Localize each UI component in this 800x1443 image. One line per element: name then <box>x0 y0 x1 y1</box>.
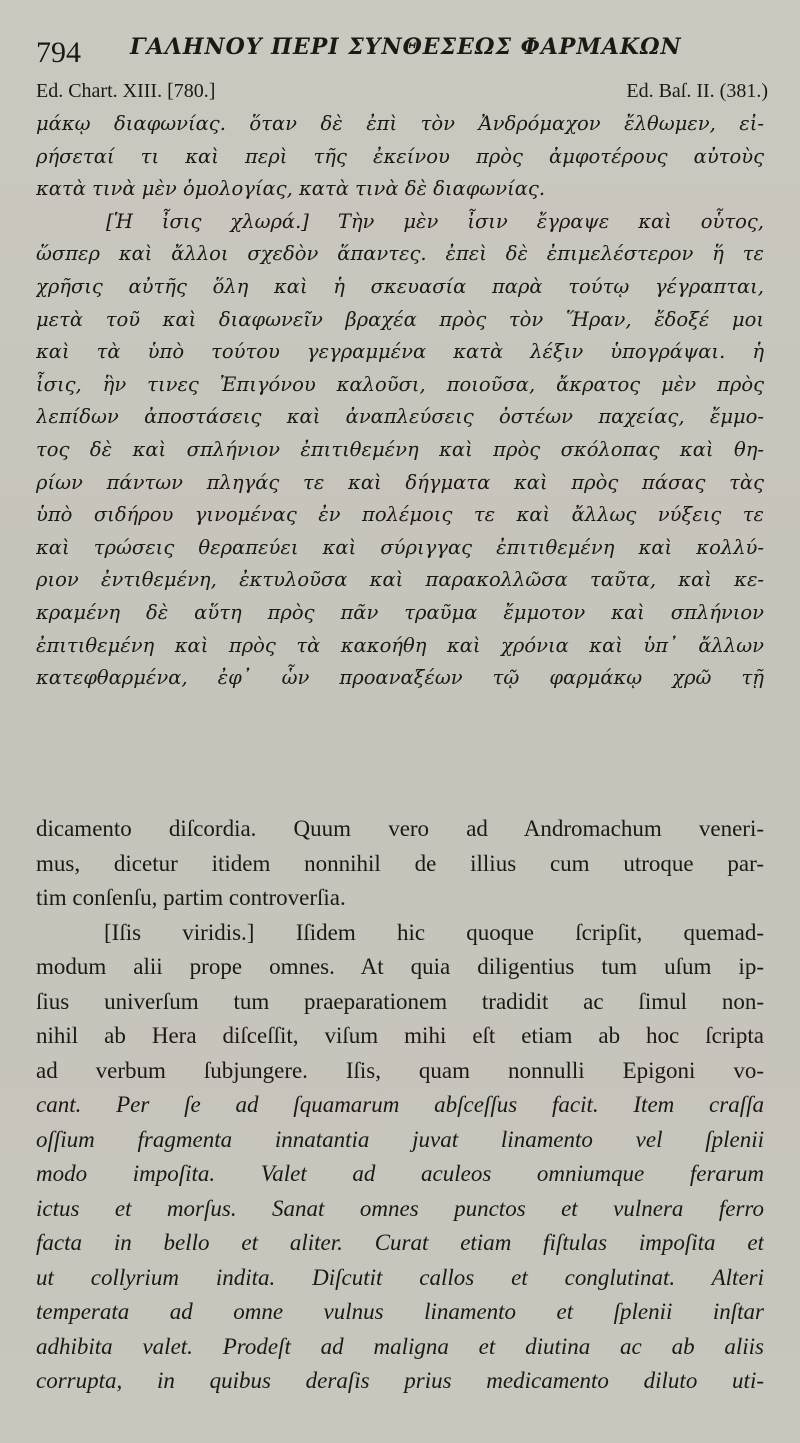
latin-line: tim conſenſu, partim controverſia. <box>36 885 346 910</box>
greek-line: κατὰ τινὰ μὲν ὁμολογίας, κατὰ τινὰ δὲ διαφωνίας. <box>36 177 546 201</box>
latin-line: ad verbum ſubjungere. Iſis, quam nonnulli Epigoni vo- <box>36 1057 764 1083</box>
greek-line: ἐπιτιθεμένη καὶ πρὸς τὰ κακοήθη καὶ χρόνια καὶ ὑπ᾽ ἄλλων <box>36 633 764 657</box>
greek-line: ρίων πάντων πληγάς τε καὶ δήγματα καὶ πρὸς πάσας τὰς <box>36 470 764 494</box>
latin-line: adhibita valet. Prodeſt ad maligna et diutina ac ab aliis <box>36 1333 764 1359</box>
latin-translation-block <box>36 812 764 1399</box>
latin-line: modum alii prope omnes. At quia diligentius tum uſum ip- <box>36 954 764 979</box>
greek-line: ὑπὸ σιδήρου γινομένας ἐν πολέμοις τε καὶ ἄλλως νύξεις τε <box>36 503 764 527</box>
greek-line: [Ἡ ἶσις χλωρά.] Τὴν μὲν ἶσιν ἔγραψε καὶ οὗτος, <box>106 209 764 233</box>
latin-line: dicamento diſcordia. Quum vero ad Andromachum veneri- <box>36 816 764 841</box>
edition-reference-line <box>36 80 768 110</box>
running-title: ΓΑΛΗΝΟΥ ΠΕΡΙ ΣΥΝΘΕΣΕΩΣ ΦΑΡΜΑΚΩΝ <box>130 34 682 60</box>
latin-line: cant. Per ſe ad ſquamarum abſceſſus facit. Item craſſa <box>36 1092 764 1117</box>
greek-text-block <box>36 108 764 695</box>
greek-line: ὥσπερ καὶ ἄλλοι σχεδὸν ἅπαντες. ἐπεὶ δὲ ἐπιμελέστερον ἥ τε <box>36 242 764 266</box>
latin-line: modo impoſita. Valet ad aculeos omniumque ferarum <box>36 1161 764 1186</box>
latin-line: corrupta, in quibus deraſis prius medicamento diluto uti- <box>36 1368 764 1393</box>
latin-line: ictus et morſus. Sanat omnes punctos et vulnera ferro <box>36 1195 764 1221</box>
greek-line: τος δὲ καὶ σπλήνιον ἐπιτιθεμένη καὶ πρὸς σκόλοπας καὶ θη- <box>36 437 764 461</box>
latin-line: ut collyrium indita. Diſcutit callos et conglutinat. Alteri <box>36 1264 764 1290</box>
latin-line: temperata ad omne vulnus linamento et ſplenii inſtar <box>36 1299 764 1324</box>
latin-line: [Iſis viridis.] Iſidem hic quoque ſcripſit, quemad- <box>104 919 764 945</box>
edition-chartier: Ed. Chart. XIII. [780.] <box>36 80 216 102</box>
greek-line: λεπίδων ἀποστάσεις καὶ ἀναπλεύσεις ὀστέων παχείας, ἔμμο- <box>36 405 764 429</box>
edition-basel: Ed. Baſ. II. (381.) <box>626 80 768 102</box>
latin-line: facta in bello et aliter. Curat etiam fiſtulas impoſita et <box>36 1230 764 1255</box>
latin-line: mus, dicetur itidem nonnihil de illius cum utroque par- <box>36 850 764 876</box>
latin-line: nihil ab Hera diſceſſit, viſum mihi eſt etiam ab hoc ſcripta <box>36 1023 764 1048</box>
greek-line: χρῆσις αὐτῆς ὅλη καὶ ἡ σκευασία παρὰ τούτῳ γέγραπται, <box>36 274 764 298</box>
greek-line: ἶσις, ἣν τινες Ἐπιγόνου καλοῦσι, ποιοῦσα, ἄκρατος μὲν πρὸς <box>36 372 764 396</box>
greek-line: ριον ἐντιθεμένη, ἐκτυλοῦσα καὶ παρακολλῶσα ταῦτα, καὶ κε- <box>36 568 764 592</box>
greek-line: καὶ τρώσεις θεραπεύει καὶ σύριγγας ἐπιτιθεμένη καὶ κολλύ- <box>36 535 764 559</box>
page-header <box>36 30 776 70</box>
latin-line: ſius univerſum tum praeparationem tradidit ac ſimul non- <box>36 988 764 1014</box>
greek-line: ρήσεταί τι καὶ περὶ τῆς ἐκείνου πρὸς ἀμφοτέρους αὐτοὺς <box>36 144 764 168</box>
greek-line: μάκῳ διαφωνίας. ὅταν δὲ ἐπὶ τὸν Ἀνδρόμαχον ἔλθωμεν, εἰ- <box>36 112 764 135</box>
page-number: 794 <box>36 36 81 69</box>
latin-line: oſſium fragmenta innatantia juvat linamento vel ſplenii <box>36 1126 764 1152</box>
greek-line: κατεφθαρμένα, ἐφ᾽ ὧν προαναξέων τῷ φαρμάκῳ χρῶ τῇ <box>36 666 764 690</box>
greek-line: καὶ τὰ ὑπὸ τούτου γεγραμμένα κατὰ λέξιν ὑπογράψαι. ἡ <box>36 340 764 364</box>
greek-line: μετὰ τοῦ καὶ διαφωνεῖν βραχέα πρὸς τὸν Ἥραν, ἔδοξέ μοι <box>36 307 764 331</box>
greek-line: κραμένη δὲ αὕτη πρὸς πᾶν τραῦμα ἔμμοτον καὶ σπλήνιον <box>36 600 764 624</box>
